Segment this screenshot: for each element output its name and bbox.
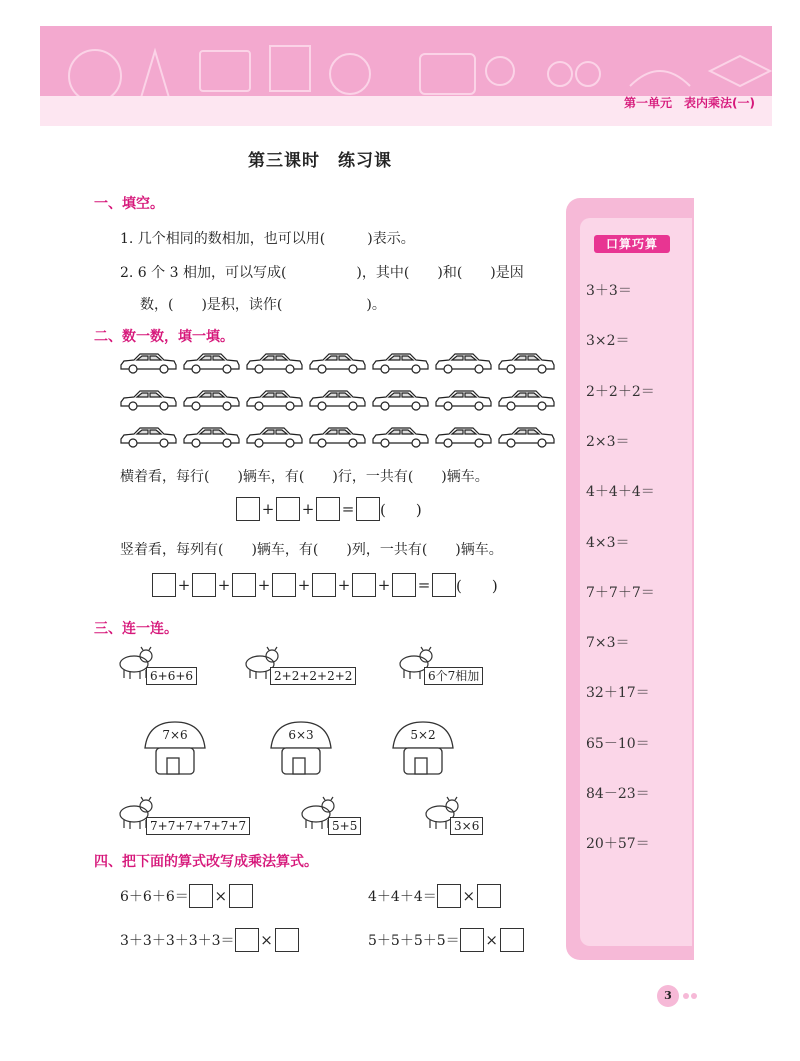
answer-box[interactable]	[272, 573, 296, 597]
mushroom-house-1[interactable]: 7×6	[140, 718, 210, 778]
answer-box[interactable]	[500, 928, 524, 952]
car-icon	[244, 426, 304, 448]
answer-box[interactable]	[276, 497, 300, 521]
car-icon	[118, 352, 178, 374]
answer-box[interactable]	[392, 573, 416, 597]
section2-heading: 二、数一数，填一填。	[94, 329, 234, 345]
answer-box[interactable]	[236, 497, 260, 521]
section4-heading: 四、把下面的算式改写成乘法算式。	[94, 854, 318, 870]
answer-box[interactable]	[460, 928, 484, 952]
car-icon	[433, 352, 493, 374]
question-1: 1. 几个相同的数相加，也可以用( )表示。	[120, 231, 415, 247]
rows-addition-equation: + + = ( )	[236, 497, 422, 521]
oral-calc-item: 3×2＝	[586, 333, 630, 350]
answer-box[interactable]	[477, 884, 501, 908]
answer-box[interactable]	[356, 497, 380, 521]
question-2-line1: 2. 6 个 3 相加，可以写成( )，其中( )和( )是因	[120, 265, 524, 281]
car-icon	[181, 426, 241, 448]
car-icon	[433, 389, 493, 411]
match-label-bottom-1[interactable]: 7+7+7+7+7+7	[146, 817, 250, 835]
car-grid	[118, 352, 558, 452]
oral-calc-item: 84－23＝	[586, 786, 650, 802]
mushroom-house-2[interactable]: 6×3	[266, 718, 336, 778]
cols-question: 竖着看，每列有( )辆车，有( )列，一共有( )辆车。	[120, 542, 503, 558]
cols-addition-equation: + + + + + + = ( )	[152, 573, 498, 597]
answer-box[interactable]	[235, 928, 259, 952]
car-icon	[118, 389, 178, 411]
answer-box[interactable]	[232, 573, 256, 597]
car-icon	[496, 426, 556, 448]
conversion-item-1: 6＋6＋6＝ ×	[120, 884, 253, 908]
conversion-item-2: 4＋4＋4＝ ×	[368, 884, 501, 908]
answer-box[interactable]	[437, 884, 461, 908]
car-icon	[433, 426, 493, 448]
car-icon	[244, 389, 304, 411]
lesson-title: 第三课时 练习课	[248, 151, 392, 171]
car-icon	[181, 352, 241, 374]
oral-calc-item: 7＋7＋7＝	[586, 584, 655, 601]
car-icon	[307, 426, 367, 448]
oral-calc-item: 65－10＝	[586, 735, 650, 752]
section1-heading: 一、填空。	[94, 196, 164, 212]
oral-calc-item: 4×3＝	[586, 534, 630, 551]
conversion-item-3: 3＋3＋3＋3＋3＝ ×	[120, 928, 299, 952]
answer-box[interactable]	[312, 573, 336, 597]
oral-calc-item: 2＋2＋2＝	[586, 383, 655, 400]
mushroom-house-3[interactable]: 5×2	[388, 718, 458, 778]
oral-calc-item: 20＋57＝	[586, 836, 650, 853]
car-icon	[118, 426, 178, 448]
match-label-top-2[interactable]: 2+2+2+2+2	[270, 667, 356, 685]
answer-box[interactable]	[152, 573, 176, 597]
oral-calc-item: 2×3＝	[586, 433, 630, 450]
unit-title: 第一单元 表内乘法(一)	[624, 96, 755, 110]
answer-box[interactable]	[352, 573, 376, 597]
car-icon	[370, 389, 430, 411]
page-number: 3	[657, 985, 679, 1007]
match-label-bottom-3[interactable]: 3×6	[450, 817, 483, 835]
car-icon	[370, 426, 430, 448]
rows-question: 横着看，每行( )辆车，有( )行，一共有( )辆车。	[120, 469, 489, 485]
answer-box[interactable]	[275, 928, 299, 952]
question-2-line2: 数，( )是积，读作( )。	[140, 297, 386, 313]
oral-calc-item: 7×3＝	[586, 635, 630, 652]
car-icon	[370, 352, 430, 374]
match-label-top-1[interactable]: 6+6+6	[146, 667, 197, 685]
oral-calc-item: 3＋3＝	[586, 283, 632, 299]
car-icon	[496, 389, 556, 411]
match-label-top-3[interactable]: 6个7相加	[424, 667, 483, 685]
mushroom-house-icon	[266, 718, 336, 778]
car-icon	[244, 352, 304, 374]
conversion-item-4: 5＋5＋5＋5＝ ×	[368, 928, 524, 952]
oral-calc-badge: 口算巧算	[594, 235, 670, 253]
oral-calc-item: 32＋17＝	[586, 685, 650, 702]
answer-box[interactable]	[189, 884, 213, 908]
section3-heading: 三、连一连。	[94, 621, 178, 637]
car-icon	[307, 389, 367, 411]
mushroom-house-icon	[140, 718, 210, 778]
mushroom-house-icon	[388, 718, 458, 778]
car-icon	[181, 389, 241, 411]
answer-box[interactable]	[192, 573, 216, 597]
oral-calc-item: 4＋4＋4＝	[586, 484, 655, 501]
car-icon	[307, 352, 367, 374]
answer-box[interactable]	[316, 497, 340, 521]
dots-decoration	[682, 991, 704, 1001]
car-icon	[496, 352, 556, 374]
answer-box[interactable]	[229, 884, 253, 908]
answer-box[interactable]	[432, 573, 456, 597]
match-label-bottom-2[interactable]: 5+5	[328, 817, 361, 835]
